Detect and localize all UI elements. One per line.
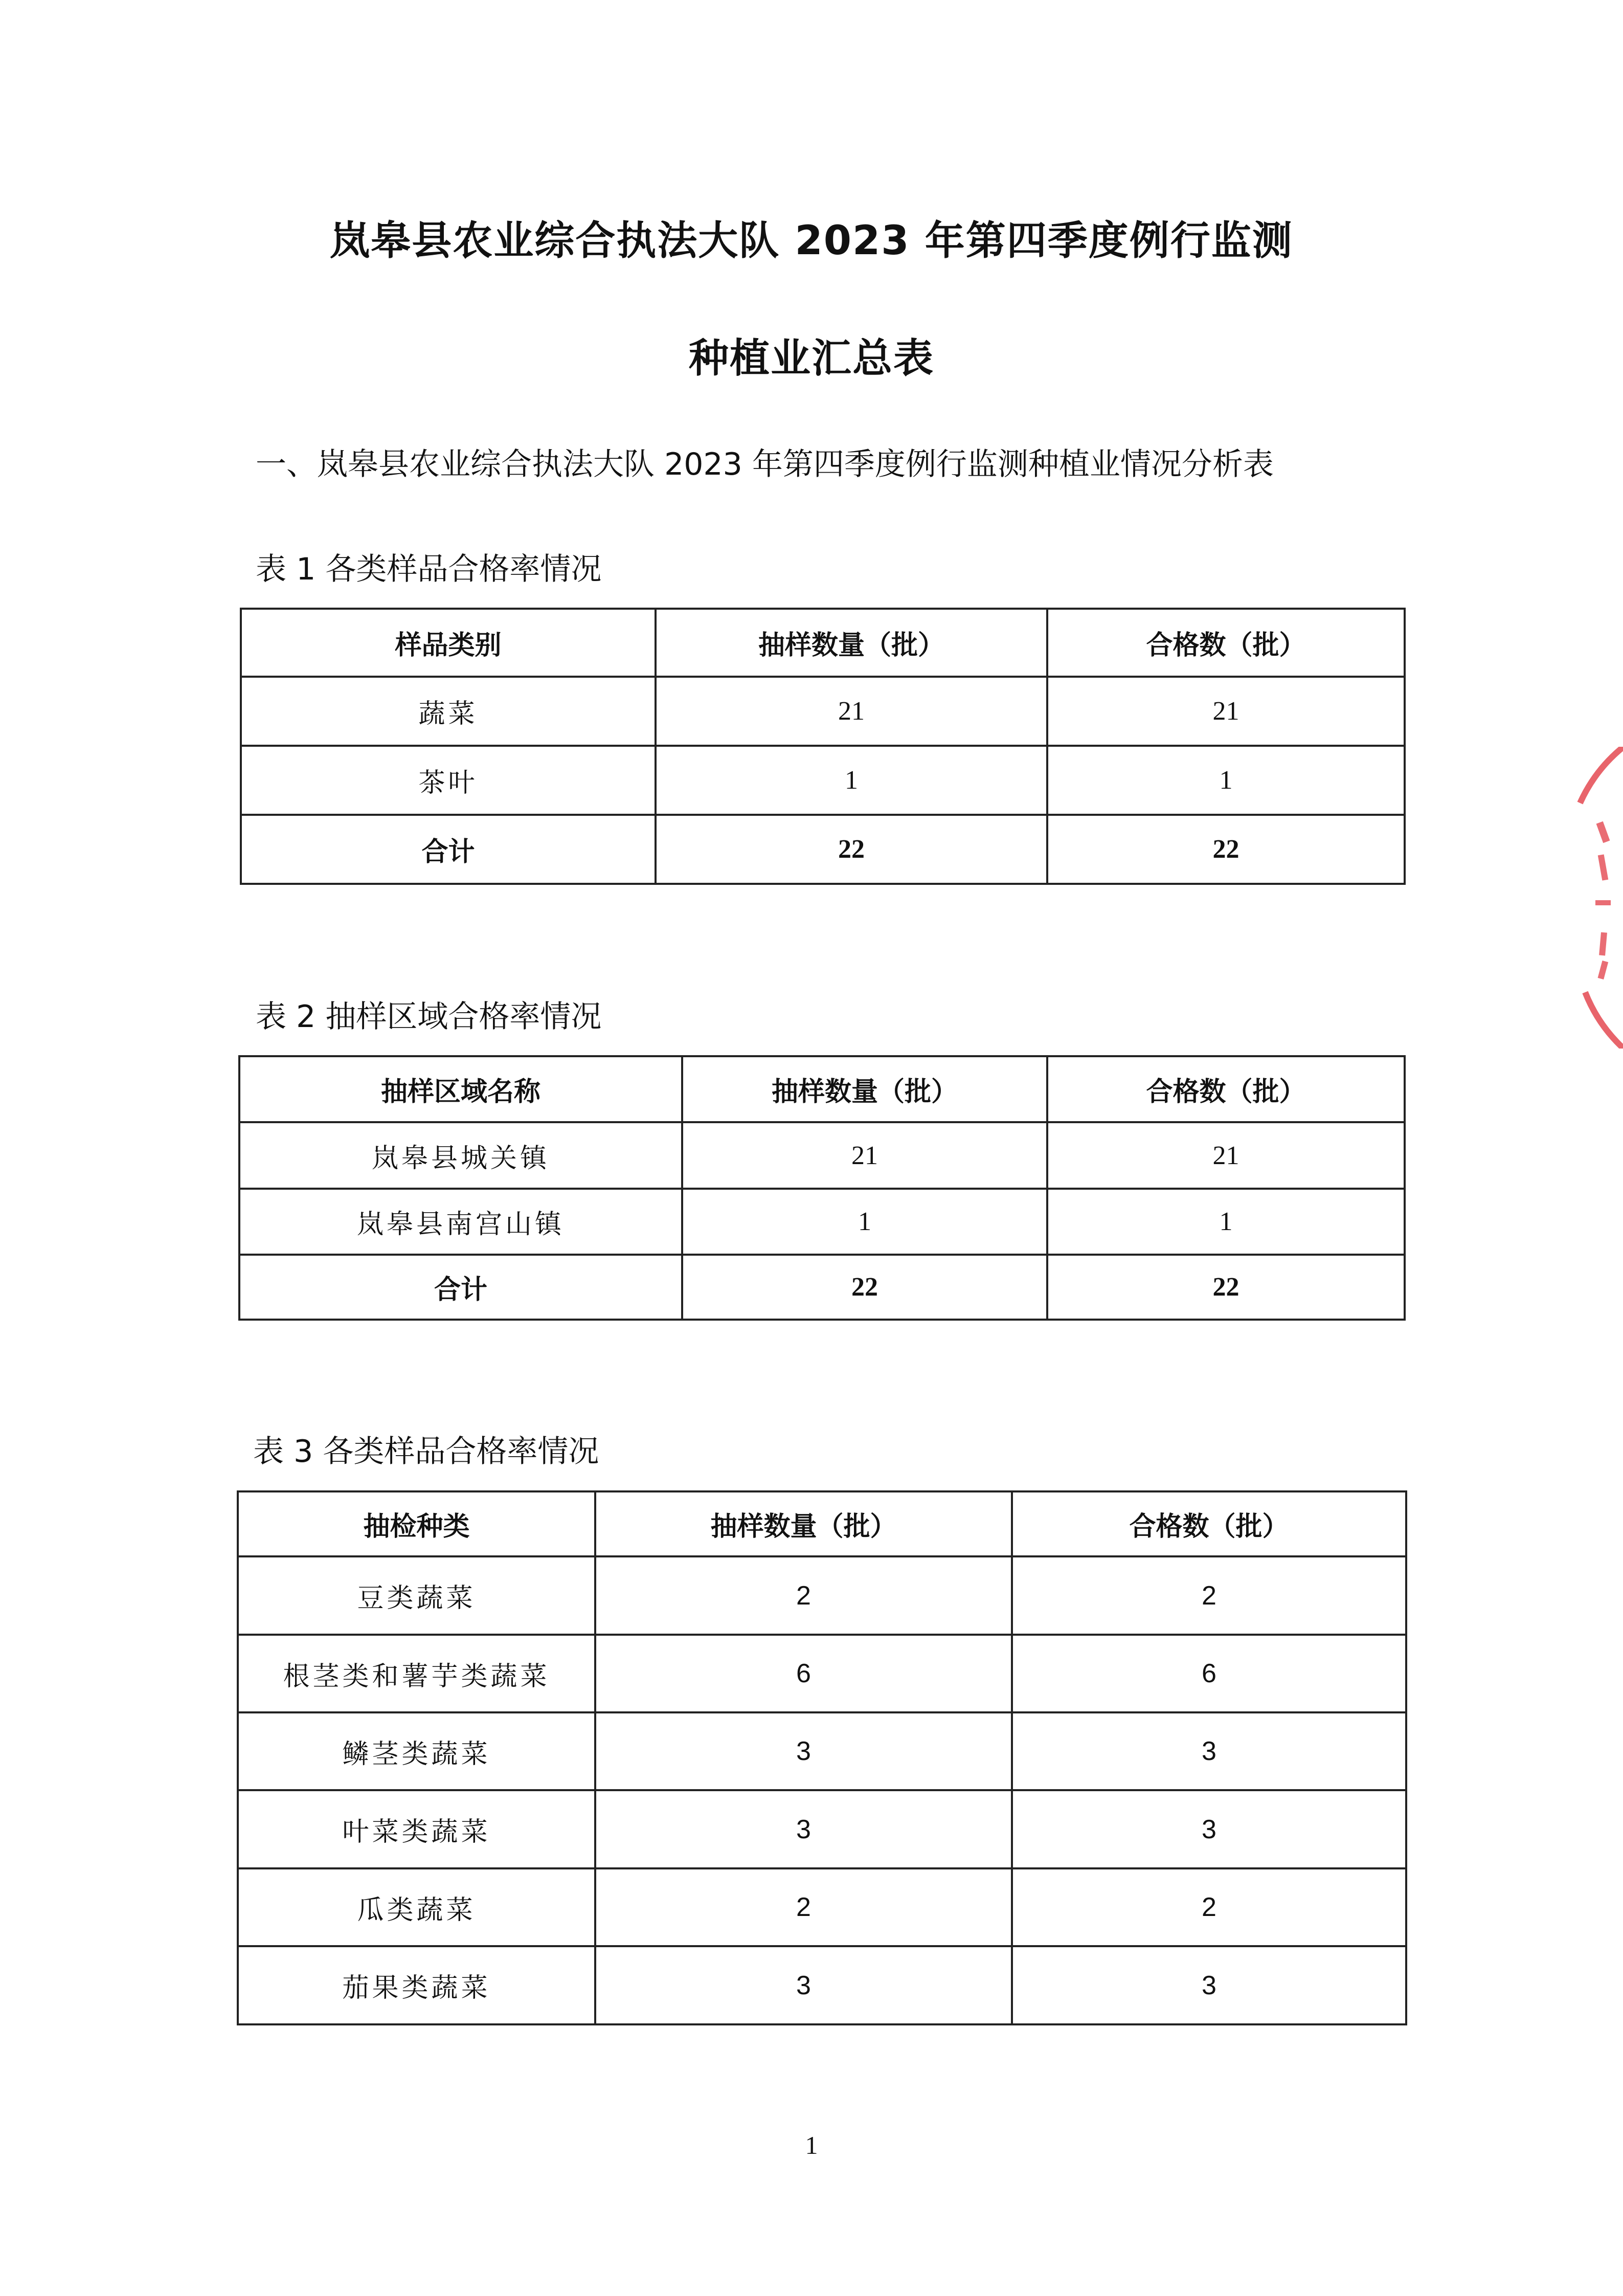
table-cell: 22 — [1047, 1255, 1405, 1320]
table-cell: 茄果类蔬菜 — [238, 1946, 595, 2024]
table-cell: 22 — [656, 815, 1047, 884]
page-number: 1 — [805, 2131, 818, 2159]
seal-arc-top — [1580, 747, 1623, 803]
table1-header-row — [241, 609, 1405, 677]
table-cell: 茶叶 — [241, 746, 656, 815]
table-cell: 6 — [1012, 1635, 1406, 1712]
table-cell: 合计 — [241, 815, 656, 884]
table-cell: 2 — [1012, 1868, 1406, 1946]
table-row — [241, 746, 1405, 815]
table-cell: 瓜类蔬菜 — [238, 1868, 595, 1946]
table2-caption: 表 2 抽样区域合格率情况 — [256, 999, 602, 1035]
table-cell: 22 — [1047, 815, 1405, 884]
table-cell: 6 — [595, 1635, 1012, 1712]
table-cell: 22 — [682, 1255, 1047, 1320]
table-cell: 3 — [595, 1790, 1012, 1868]
table2-header-row — [239, 1056, 1405, 1122]
table2-header: 抽样区域名称 — [239, 1056, 682, 1122]
table-cell: 21 — [656, 677, 1047, 746]
section-heading: 一、岚皋县农业综合执法大队 2023 年第四季度例行监测种植业情况分析表 — [256, 447, 1274, 482]
table3-header: 合格数（批） — [1012, 1491, 1406, 1556]
table-cell: 岚皋县城关镇 — [239, 1122, 682, 1189]
table3-header-row — [238, 1491, 1406, 1556]
table-cell: 3 — [1012, 1946, 1406, 2024]
table3-header: 抽检种类 — [238, 1491, 595, 1556]
table-cell: 2 — [595, 1868, 1012, 1946]
table3 — [237, 1490, 1407, 2025]
table1-header: 样品类别 — [241, 609, 656, 677]
table1-header: 抽样数量（批） — [656, 609, 1047, 677]
table-cell: 2 — [595, 1556, 1012, 1635]
table3-caption: 表 3 各类样品合格率情况 — [253, 1434, 599, 1469]
table-cell: 21 — [1047, 677, 1405, 746]
table3-header: 抽样数量（批） — [595, 1491, 1012, 1556]
table-cell: 豆类蔬菜 — [238, 1556, 595, 1635]
table-cell: 岚皋县南宫山镇 — [239, 1189, 682, 1255]
table-cell: 1 — [682, 1189, 1047, 1255]
table1-total-row — [241, 815, 1405, 884]
table-row — [239, 1122, 1405, 1189]
table-cell: 鳞茎类蔬菜 — [238, 1712, 595, 1790]
table-cell: 1 — [656, 746, 1047, 815]
document-title-line1: 岚皋县农业综合执法大队 2023 年第四季度例行监测 — [330, 218, 1293, 264]
table-cell: 合计 — [239, 1255, 682, 1320]
table-row — [241, 677, 1405, 746]
table-cell: 1 — [1047, 746, 1405, 815]
table2 — [238, 1055, 1406, 1321]
table-row — [238, 1868, 1406, 1946]
table-cell: 3 — [595, 1946, 1012, 2024]
table2-header: 抽样数量（批） — [682, 1056, 1047, 1122]
table-cell: 2 — [1012, 1556, 1406, 1635]
table-row — [238, 1712, 1406, 1790]
table1-header: 合格数（批） — [1047, 609, 1405, 677]
table-row — [238, 1556, 1406, 1635]
table1 — [240, 608, 1406, 885]
table-cell: 3 — [595, 1712, 1012, 1790]
table-row — [238, 1635, 1406, 1712]
table2-header: 合格数（批） — [1047, 1056, 1405, 1122]
table-cell: 3 — [1012, 1712, 1406, 1790]
seal-arc-bottom — [1585, 992, 1623, 1049]
table-cell: 根茎类和薯芋类蔬菜 — [238, 1635, 595, 1712]
table-row — [238, 1946, 1406, 2024]
table-cell: 3 — [1012, 1790, 1406, 1868]
table-row — [239, 1189, 1405, 1255]
table-cell: 21 — [682, 1122, 1047, 1189]
table-cell: 叶菜类蔬菜 — [238, 1790, 595, 1868]
table-cell: 21 — [1047, 1122, 1405, 1189]
table-cell: 蔬菜 — [241, 677, 656, 746]
table-row — [238, 1790, 1406, 1868]
table2-total-row — [239, 1255, 1405, 1320]
table1-caption: 表 1 各类样品合格率情况 — [256, 551, 602, 587]
official-seal-stamp — [1570, 747, 1623, 1049]
document-title-line2: 种植业汇总表 — [688, 336, 934, 382]
table-cell: 1 — [1047, 1189, 1405, 1255]
